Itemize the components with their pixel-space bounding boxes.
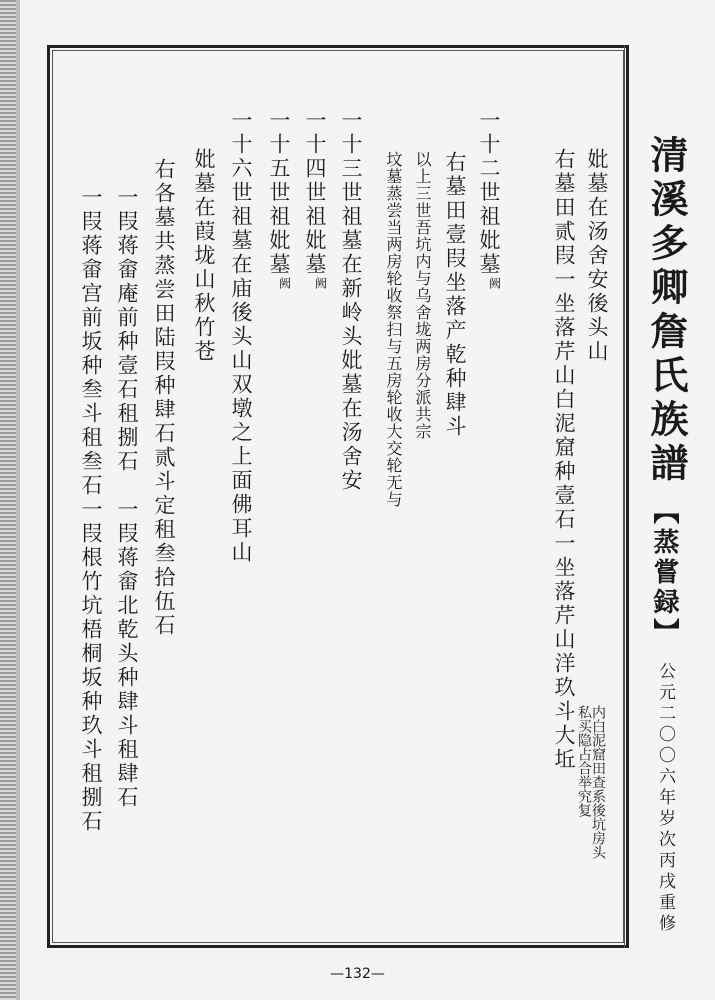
section-title: 【蒸嘗録】	[649, 498, 679, 648]
text-line-9-main: 一十五世祖妣墓	[267, 109, 291, 277]
text-line-13a: 一叚蒋畲庵前种壹石租捌石	[115, 186, 139, 474]
text-line-5: 以上三世吾坑内与乌舍垅两房分派共宗	[413, 151, 432, 440]
text-line-11: 妣墓在葭垅山秋竹苍	[192, 148, 216, 364]
text-line-10: 一十六世祖墓在庙後头山双墩之上面佛耳山	[229, 109, 253, 565]
text-line-14b: 一叚根竹坑梧桐坂种玖斗租捌石	[79, 498, 103, 834]
text-line-2: 右墓田贰叚一坐落芹山白泥窟种壹石一坐落芹山洋玖斗大坵	[552, 148, 576, 772]
edition-date: 公元二〇〇六年岁次丙戌重修	[655, 662, 675, 935]
text-line-8	[304, 109, 327, 292]
text-line-8-note: 阙	[313, 277, 328, 292]
text-line-4: 右墓田壹叚坐落产乾种肆斗	[443, 151, 467, 439]
margin-divider	[624, 45, 625, 948]
text-line-3-note: 阙	[487, 277, 502, 292]
text-line-8-main: 一十四世祖妣墓	[303, 109, 327, 277]
text-line-13b: 一叚蒋畲北乾头种肆斗租肆石	[115, 498, 139, 810]
page-number: —132—	[330, 966, 385, 982]
text-line-14a: 一叚蒋畲宫前坂种叁斗租叁石	[79, 186, 103, 498]
text-line-7: 一十三世祖墓在新岭头妣墓在汤舍安	[339, 109, 363, 493]
text-line-9	[268, 109, 291, 292]
book-title: 清溪多卿詹氏族譜	[644, 135, 689, 487]
text-line-1: 妣墓在汤舍安後头山	[585, 148, 609, 364]
text-line-6: 坟墓蒸尝当两房轮收祭扫与五房轮收大交轮无与	[384, 151, 403, 508]
text-line-2-note: 内白泥窟田查系後坑房头私买隐占合举究复	[576, 705, 606, 859]
text-line-3	[478, 109, 501, 292]
binding-edge	[0, 0, 16, 1000]
text-line-9-note: 阙	[277, 277, 292, 292]
text-line-12: 右各墓共蒸尝田陆叚种肆石贰斗定租叁拾伍石	[152, 158, 176, 638]
binding-shadow	[16, 0, 20, 1000]
text-line-3-main: 一十二世祖妣墓	[477, 109, 501, 277]
